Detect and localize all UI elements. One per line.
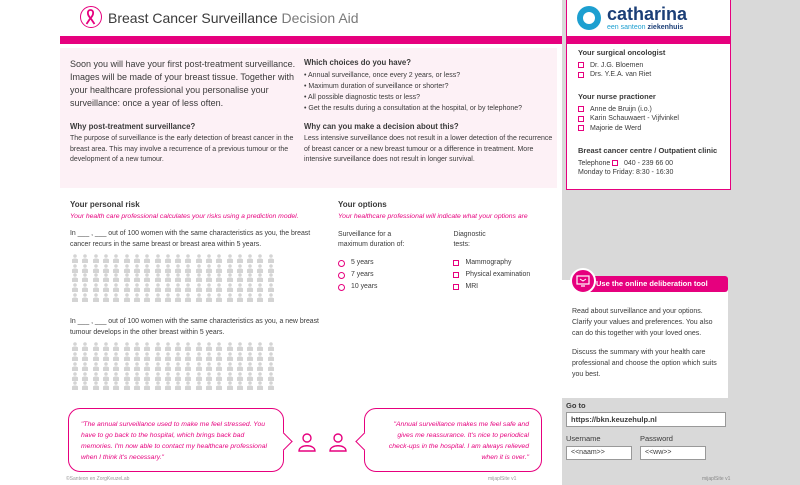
deliberation-tool-card (562, 280, 728, 398)
person-figure-icon (173, 342, 183, 352)
tool-text-1: Read about surveillance and your options. Clarify your values and preferences. You also can do this together with your loved ones. (572, 308, 713, 337)
person-figure-icon (224, 293, 234, 303)
person-figure-icon (132, 273, 142, 283)
person-figure-icon (183, 362, 193, 372)
person-figure-icon (214, 352, 224, 362)
person-figure-icon (214, 273, 224, 283)
person-figure-icon (91, 342, 101, 352)
person-figure-icon (173, 273, 183, 283)
test-option-mammography[interactable]: Mammography (453, 258, 553, 268)
person-figure-icon (142, 264, 152, 274)
checkbox[interactable] (453, 272, 459, 278)
person-figure-icon (121, 352, 131, 362)
person-figure-icon (152, 352, 162, 362)
person-figure-icon (111, 254, 121, 264)
person-figure-icon (214, 293, 224, 303)
duration-option-7[interactable]: 7 years (338, 270, 453, 280)
options-section (338, 200, 553, 292)
deliberation-tool-button[interactable]: Use the online deliberation tool (580, 276, 728, 292)
person-figure-icon (132, 352, 142, 362)
person-figure-icon (91, 293, 101, 303)
tool-text-2: Discuss the summary with your health care professional and choose the option which suits you best. (572, 349, 717, 378)
person-figure-icon (183, 254, 193, 264)
person-figure-icon (101, 352, 111, 362)
person-figure-icon (163, 254, 173, 264)
person-figure-icon (194, 293, 204, 303)
person-figure-icon (255, 352, 265, 362)
person-figure-icon (80, 283, 90, 293)
why-title: Why post-treatment surveillance? (70, 122, 196, 131)
person-icon (297, 432, 317, 452)
person-figure-icon (70, 381, 80, 391)
risk-text-new-tumour: In ___ , ___ out of 100 women with the same characteristics as you, a new breast tumour develops in the other breast within 5 years. (70, 318, 319, 337)
person-figure-icon (163, 283, 173, 293)
person-figure-icon (235, 283, 245, 293)
checkbox[interactable] (578, 62, 584, 68)
person-figure-icon (214, 342, 224, 352)
card-accent-bar (567, 36, 730, 44)
risk-title: Your personal risk (70, 200, 140, 209)
person-figure-icon (224, 372, 234, 382)
person-figure-icon (70, 342, 80, 352)
person-figure-icon (121, 362, 131, 372)
person-figure-icon (80, 342, 90, 352)
person-figure-icon (111, 352, 121, 362)
person-figure-icon (255, 342, 265, 352)
checkbox[interactable] (578, 125, 584, 131)
person-figure-icon (142, 283, 152, 293)
password-label: Password (640, 434, 673, 443)
person-figure-icon (224, 362, 234, 372)
person-figure-icon (235, 273, 245, 283)
person-figure-icon (204, 362, 214, 372)
person-figure-icon (194, 362, 204, 372)
person-figure-icon (101, 283, 111, 293)
person-figure-icon (255, 254, 265, 264)
person-figure-icon (224, 254, 234, 264)
personal-risk-section (70, 200, 330, 391)
person-figure-icon (224, 273, 234, 283)
person-figure-icon (132, 254, 142, 264)
person-figure-icon (163, 273, 173, 283)
person-figure-icon (204, 342, 214, 352)
person-figure-icon (245, 254, 255, 264)
person-figure-icon (152, 264, 162, 274)
person-figure-icon (245, 273, 255, 283)
url-field[interactable]: https://bkn.keuzehulp.nl (566, 412, 726, 427)
person-figure-icon (245, 283, 255, 293)
oncologist-title: Your surgical oncologist (578, 48, 666, 57)
username-field[interactable]: <<naam>> (566, 446, 632, 460)
person-figure-icon (183, 342, 193, 352)
person-figure-icon (80, 352, 90, 362)
person-figure-icon (235, 372, 245, 382)
person-figure-icon (91, 254, 101, 264)
header-accent-bar (60, 36, 562, 44)
person-figure-icon (111, 362, 121, 372)
person-figure-icon (121, 283, 131, 293)
person-figure-icon (224, 342, 234, 352)
person-figure-icon (255, 283, 265, 293)
person-figure-icon (163, 381, 173, 391)
person-figure-icon (173, 362, 183, 372)
person-figure-icon (266, 352, 276, 362)
person-figure-icon (183, 352, 193, 362)
person-figure-icon (142, 254, 152, 264)
person-figure-icon (245, 362, 255, 372)
tests-label: Diagnostic tests: (453, 231, 486, 248)
person-figure-icon (152, 273, 162, 283)
intro-panel (60, 48, 557, 188)
person-figure-icon (121, 273, 131, 283)
person-figure-icon (235, 342, 245, 352)
person-figure-icon (194, 283, 204, 293)
person-figure-icon (214, 264, 224, 274)
person-figure-icon (121, 342, 131, 352)
person-figure-icon (152, 283, 162, 293)
person-figure-icon (70, 372, 80, 382)
choices-title: Which choices do you have? (304, 58, 412, 67)
person-figure-icon (121, 254, 131, 264)
clinic-hours: Monday to Friday: 8:30 - 16:30 (578, 169, 674, 176)
ribbon-icon (80, 6, 102, 28)
person-figure-icon (132, 283, 142, 293)
person-figure-icon (70, 352, 80, 362)
person-figure-icon (80, 362, 90, 372)
password-field[interactable]: <<ww>> (640, 446, 706, 460)
person-figure-icon (266, 273, 276, 283)
person-figure-icon (224, 264, 234, 274)
nurse-title: Your nurse practioner (578, 92, 656, 101)
person-figure-icon (266, 254, 276, 264)
intro-lead: Soon you will have your first post-treatment surveillance. Images will be made of your breast tissue. Together with your healthcare professional you personalise your surveillance: once a year of less often. (70, 59, 296, 108)
person-figure-icon (121, 372, 131, 382)
oncologist-item[interactable]: Drs. Y.E.A. van Riet (578, 70, 665, 80)
phone-row: Telephone 040 - 239 66 00 (578, 159, 674, 167)
person-figure-icon (142, 352, 152, 362)
test-option-physical[interactable]: Physical examination (453, 270, 553, 280)
person-figure-icon (152, 381, 162, 391)
person-icon (328, 432, 348, 452)
person-figure-icon (152, 293, 162, 303)
person-figure-icon (255, 273, 265, 283)
person-figure-icon (235, 264, 245, 274)
person-figure-icon (121, 293, 131, 303)
person-figure-icon (204, 352, 214, 362)
clinic-title: Breast cancer centre / Outpatient clinic (578, 146, 718, 155)
person-figure-icon (101, 273, 111, 283)
person-figure-icon (214, 372, 224, 382)
person-figure-icon (91, 273, 101, 283)
person-figure-icon (183, 372, 193, 382)
test-option-mri[interactable]: MRI (453, 282, 553, 292)
person-figure-icon (204, 264, 214, 274)
why-text: The purpose of surveillance is the early detection of breast cancer in the breast area. This may involve a recurrence of a previous tumour or the development of a new tumour. (70, 135, 294, 163)
person-figure-icon (255, 362, 265, 372)
person-figure-icon (111, 342, 121, 352)
risk-text-recurrence: In ___ , ___ out of 100 women with the same characteristics as you, the breast cancer recurs in the same breast or breast area within 5 years. (70, 230, 311, 248)
person-figure-icon (80, 381, 90, 391)
person-figure-icon (80, 372, 90, 382)
person-figure-icon (101, 264, 111, 274)
screen-icon (570, 268, 596, 294)
person-figure-icon (132, 381, 142, 391)
person-figure-icon (91, 352, 101, 362)
person-figure-icon (70, 254, 80, 264)
person-figure-icon (152, 342, 162, 352)
person-figure-icon (111, 283, 121, 293)
person-figure-icon (214, 283, 224, 293)
version-code: mijaplSite v1 (488, 476, 517, 482)
person-figure-icon (142, 381, 152, 391)
person-figure-icon (132, 293, 142, 303)
person-figure-icon (173, 372, 183, 382)
person-figure-icon (194, 264, 204, 274)
radio-button[interactable] (338, 272, 345, 279)
person-figure-icon (266, 372, 276, 382)
options-title: Your options (338, 200, 387, 209)
person-figure-icon (121, 264, 131, 274)
page-code: mijaplSite v1 (702, 476, 731, 482)
decide-title: Why can you make a decision about this? (304, 122, 459, 131)
person-figure-icon (204, 372, 214, 382)
person-figure-icon (224, 381, 234, 391)
duration-option-5[interactable]: 5 years (338, 258, 453, 268)
person-figure-icon (214, 362, 224, 372)
person-figure-icon (142, 273, 152, 283)
checkbox[interactable] (578, 72, 584, 78)
person-figure-icon (266, 381, 276, 391)
person-figure-icon (142, 362, 152, 372)
person-figure-icon (235, 352, 245, 362)
hospital-logo: catharina een santeon ziekenhuis (567, 0, 730, 38)
radio-button[interactable] (338, 260, 345, 267)
person-figure-icon (91, 283, 101, 293)
person-figure-icon (194, 381, 204, 391)
person-figure-icon (266, 342, 276, 352)
contact-card (566, 0, 731, 190)
person-figure-icon (101, 381, 111, 391)
checkbox[interactable] (578, 106, 584, 112)
person-figure-icon (266, 293, 276, 303)
person-figure-icon (255, 372, 265, 382)
page-title: Breast Cancer Surveillance Decision Aid (108, 10, 359, 26)
risk-subtitle: Your health care professional calculates your risks using a prediction model. (70, 213, 299, 220)
oncologist-item[interactable]: Dr. J.G. Bloemen (578, 61, 665, 71)
page-header (0, 0, 560, 36)
checkbox[interactable] (453, 284, 459, 290)
person-figure-icon (121, 381, 131, 391)
person-figure-icon (194, 273, 204, 283)
person-figure-icon (111, 264, 121, 274)
person-figure-icon (101, 372, 111, 382)
person-figure-icon (245, 342, 255, 352)
person-figure-icon (163, 342, 173, 352)
person-figure-icon (266, 283, 276, 293)
person-figure-icon (194, 372, 204, 382)
people-grid-new-tumour (70, 342, 330, 390)
person-figure-icon (91, 372, 101, 382)
duration-option-10[interactable]: 10 years (338, 282, 453, 292)
copyright: ©Santeon en ZorgKeuzeLab (66, 476, 130, 482)
person-figure-icon (173, 283, 183, 293)
person-figure-icon (132, 362, 142, 372)
person-figure-icon (70, 273, 80, 283)
nurse-item[interactable]: Anne de Bruijn (i.o.) (578, 105, 679, 115)
person-figure-icon (255, 264, 265, 274)
nurse-item[interactable]: Karin Schauwaert - Vijfvinkel (578, 114, 679, 124)
person-figure-icon (173, 381, 183, 391)
person-figure-icon (204, 254, 214, 264)
person-figure-icon (194, 342, 204, 352)
choice-item: • All possible diagnostic tests or less? (304, 94, 421, 101)
username-label: Username (566, 434, 601, 443)
checkbox[interactable] (578, 116, 584, 122)
person-figure-icon (173, 264, 183, 274)
person-figure-icon (266, 362, 276, 372)
person-figure-icon (235, 254, 245, 264)
person-figure-icon (245, 352, 255, 362)
patient-quote-left: "The annual surveillance used to make me feel stressed. You have to go back to the hospital, which brings back bad memories. I'm now able to contact my healthcare professional when I think it's necessary." (68, 408, 284, 472)
person-figure-icon (235, 293, 245, 303)
person-figure-icon (245, 264, 255, 274)
person-figure-icon (214, 254, 224, 264)
person-figure-icon (214, 381, 224, 391)
person-figure-icon (152, 362, 162, 372)
person-figure-icon (245, 293, 255, 303)
person-figure-icon (111, 372, 121, 382)
person-figure-icon (132, 372, 142, 382)
person-figure-icon (132, 342, 142, 352)
duration-label: Surveillance for a maximum duration of: (338, 231, 405, 248)
person-figure-icon (132, 264, 142, 274)
options-subtitle: Your healthcare professional will indicate what your options are (338, 213, 528, 220)
person-figure-icon (111, 293, 121, 303)
checkbox[interactable] (612, 160, 618, 166)
people-grid-recurrence (70, 254, 330, 302)
person-figure-icon (101, 342, 111, 352)
person-figure-icon (91, 264, 101, 274)
person-figure-icon (70, 362, 80, 372)
person-figure-icon (224, 352, 234, 362)
nurse-item[interactable]: Majorie de Werd (578, 124, 679, 134)
person-figure-icon (204, 293, 214, 303)
person-figure-icon (245, 372, 255, 382)
person-figure-icon (142, 293, 152, 303)
person-figure-icon (163, 293, 173, 303)
person-figure-icon (111, 273, 121, 283)
person-figure-icon (255, 293, 265, 303)
logo-icon (577, 6, 601, 30)
person-figure-icon (70, 293, 80, 303)
person-figure-icon (142, 372, 152, 382)
person-figure-icon (101, 254, 111, 264)
person-figure-icon (183, 273, 193, 283)
person-figure-icon (204, 381, 214, 391)
person-figure-icon (152, 254, 162, 264)
choice-item: • Annual surveillance, once every 2 years, or less? (304, 72, 461, 79)
person-figure-icon (194, 352, 204, 362)
person-figure-icon (101, 362, 111, 372)
person-figure-icon (235, 381, 245, 391)
person-figure-icon (255, 381, 265, 391)
person-figure-icon (91, 381, 101, 391)
person-figure-icon (173, 352, 183, 362)
person-figure-icon (183, 283, 193, 293)
person-figure-icon (224, 283, 234, 293)
person-figure-icon (204, 283, 214, 293)
radio-button[interactable] (338, 284, 345, 291)
person-figure-icon (101, 293, 111, 303)
person-figure-icon (80, 254, 90, 264)
person-figure-icon (163, 362, 173, 372)
person-figure-icon (163, 352, 173, 362)
person-figure-icon (194, 254, 204, 264)
person-figure-icon (80, 273, 90, 283)
checkbox[interactable] (453, 260, 459, 266)
person-figure-icon (183, 381, 193, 391)
person-figure-icon (80, 264, 90, 274)
person-figure-icon (173, 293, 183, 303)
patient-quote-right: "Annual surveillance makes me feel safe and gives me reassurance. It's nice to periodical check-ups in the hospital. I am always relieved when it is over." (364, 408, 542, 472)
person-figure-icon (245, 381, 255, 391)
person-figure-icon (111, 381, 121, 391)
choice-item: • Get the results during a consultation at the hospital, or by telephone? (304, 105, 523, 112)
person-figure-icon (142, 342, 152, 352)
person-figure-icon (235, 362, 245, 372)
person-figure-icon (163, 264, 173, 274)
person-figure-icon (266, 264, 276, 274)
person-figure-icon (183, 264, 193, 274)
goto-label: Go to (566, 401, 586, 410)
choice-item: • Maximum duration of surveillance or shorter? (304, 83, 449, 90)
person-figure-icon (70, 264, 80, 274)
person-figure-icon (91, 362, 101, 372)
person-figure-icon (173, 254, 183, 264)
person-figure-icon (183, 293, 193, 303)
person-figure-icon (152, 372, 162, 382)
person-figure-icon (204, 273, 214, 283)
person-figure-icon (70, 283, 80, 293)
decide-text: Less intensive surveillance does not result in a lower detection of the recurrence of breast cancer or a new breast tumour or a difference in treatment. More intensive surveillance does not result in longer survival. (304, 135, 553, 163)
person-figure-icon (163, 372, 173, 382)
person-figure-icon (80, 293, 90, 303)
